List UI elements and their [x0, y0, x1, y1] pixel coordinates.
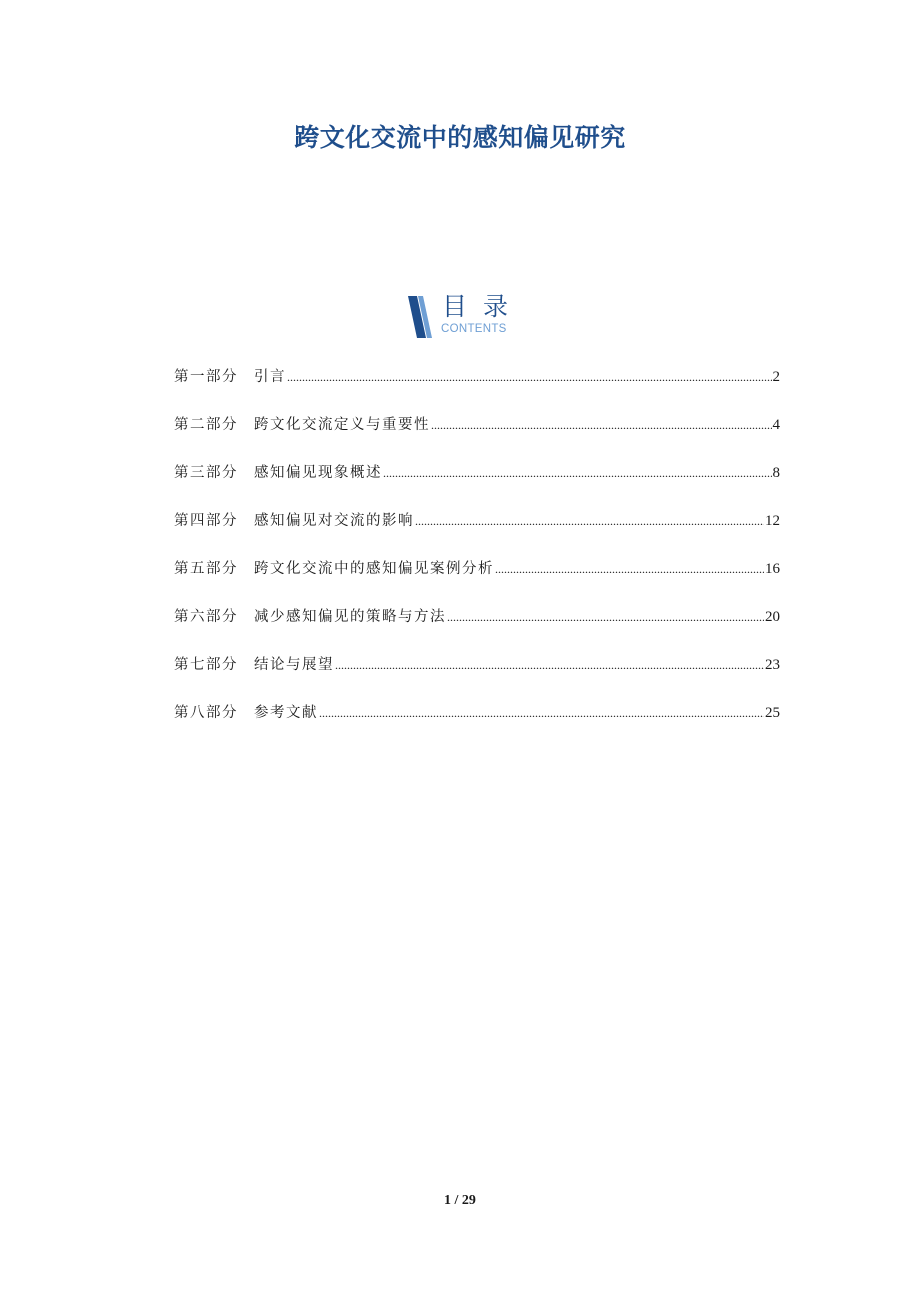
toc-leader-dots	[335, 653, 764, 677]
toc-entry[interactable]	[174, 413, 780, 461]
toc-entry-label: 跨文化交流中的感知偏见案例分析	[254, 561, 494, 577]
toc-page-number: 25	[765, 705, 780, 721]
toc-part-number: 第三部分	[174, 465, 238, 481]
toc-part-number: 第四部分	[174, 513, 238, 529]
toc-entry-label: 感知偏见现象概述	[254, 465, 382, 481]
toc-entry[interactable]	[174, 509, 780, 557]
book-spine-icon	[408, 296, 434, 338]
toc-page-number: 8	[772, 465, 780, 481]
toc-header	[404, 292, 534, 340]
toc-entry[interactable]	[174, 557, 780, 605]
toc-page-number: 23	[765, 657, 780, 673]
toc-part-number: 第六部分	[174, 609, 238, 625]
toc-page-number: 20	[765, 609, 780, 625]
toc-entry-label: 跨文化交流定义与重要性	[254, 417, 430, 433]
toc-part-number: 第二部分	[174, 417, 238, 433]
toc-entry[interactable]	[174, 701, 780, 749]
toc-part-number: 第八部分	[174, 705, 238, 721]
toc-subtitle: CONTENTS	[441, 323, 507, 335]
toc-entry[interactable]	[174, 461, 780, 509]
toc-leader-dots	[415, 509, 764, 533]
toc-part-number: 第七部分	[174, 657, 238, 673]
page-indicator: 1 / 29	[444, 1193, 476, 1208]
toc-leader-dots	[319, 701, 764, 725]
toc-page-number: 16	[765, 561, 780, 577]
toc-leader-dots	[431, 413, 772, 437]
toc-entry-label: 结论与展望	[254, 657, 334, 673]
toc-entry[interactable]	[174, 605, 780, 653]
toc-leader-dots	[287, 365, 772, 389]
toc-leader-dots	[383, 461, 772, 485]
toc-page-number: 4	[772, 417, 780, 433]
toc-entry[interactable]	[174, 365, 780, 413]
toc-page-number: 2	[772, 369, 780, 385]
toc-entry-label: 参考文献	[254, 705, 318, 721]
toc-leader-dots	[447, 605, 764, 629]
toc-entry-label: 引言	[254, 369, 286, 385]
toc-entry-label: 减少感知偏见的策略与方法	[254, 609, 446, 625]
toc-part-number: 第五部分	[174, 561, 238, 577]
toc-title: 目录	[442, 292, 525, 321]
toc-list	[174, 365, 780, 749]
toc-page-number: 12	[765, 513, 780, 529]
toc-entry[interactable]	[174, 653, 780, 701]
document-title: 跨文化交流中的感知偏见研究	[294, 123, 626, 152]
toc-entry-label: 感知偏见对交流的影响	[254, 513, 414, 529]
toc-leader-dots	[495, 557, 764, 581]
toc-part-number: 第一部分	[174, 369, 238, 385]
